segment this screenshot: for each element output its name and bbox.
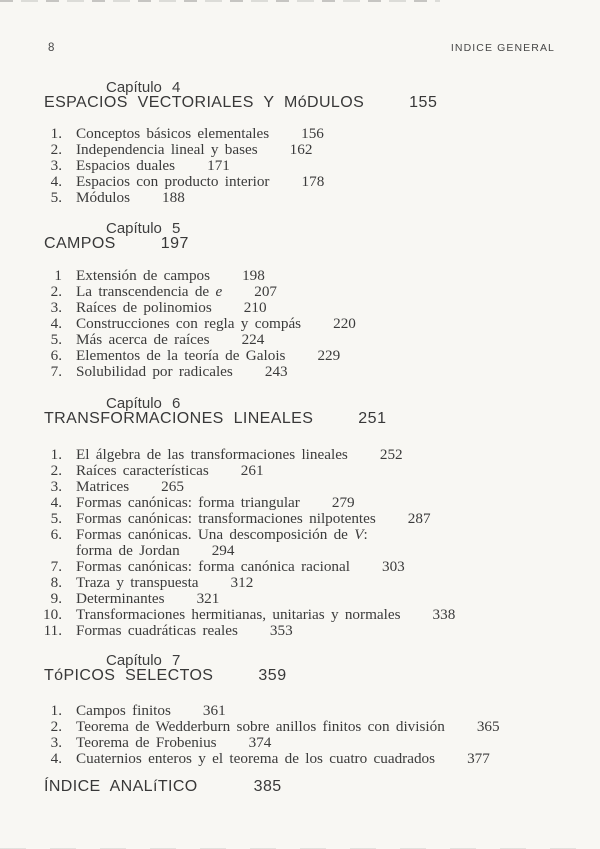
entry-title: Teorema de Wedderburn sobre anillos finitos con división [76, 718, 445, 735]
entry-title: Matrices [76, 478, 130, 495]
entry-number: 3. [50, 734, 62, 751]
entry-page: 188 [162, 189, 185, 206]
entry-title: Transformaciones hermitianas, unitarias y normales [76, 606, 401, 623]
entry-number: 5. [50, 189, 62, 206]
entry-page: 261 [240, 462, 264, 479]
entry-title: Elementos de la teoría de Galois [76, 347, 286, 364]
toc-entry [0, 447, 600, 463]
entry-title: Formas canónicas: transformaciones nilpotentes [76, 510, 376, 527]
chapter-5-items [0, 268, 600, 380]
toc-entry [0, 126, 600, 142]
entry-title: Construcciones con regla y compás [76, 315, 302, 332]
entry-number: 4. [50, 494, 62, 511]
entry-page: 178 [301, 173, 325, 190]
chapter-title-row [44, 95, 600, 110]
chapter-5-section [0, 222, 600, 380]
entry-page: 243 [264, 363, 288, 380]
analytic-index-row [44, 779, 282, 794]
scan-artifact-top [0, 0, 440, 2]
toc-entry [0, 463, 600, 479]
entry-title: Solubilidad por radicales [76, 363, 233, 380]
chapter-title-row [44, 668, 600, 683]
toc-entry [0, 142, 600, 158]
entry-number: 1. [50, 446, 62, 463]
entry-page: 361 [202, 702, 226, 719]
toc-entry [0, 316, 600, 332]
entry-number: 1 [54, 267, 62, 284]
entry-page: 279 [331, 494, 355, 511]
entry-number: 2. [50, 718, 62, 735]
entry-title: Determinantes [76, 590, 165, 607]
chapter-label: Capítulo 4 [106, 79, 181, 96]
toc-entry [0, 511, 600, 527]
entry-number: 7. [50, 558, 62, 575]
entry-page: 338 [432, 606, 456, 623]
chapter-page: 197 [160, 235, 189, 252]
entry-page: 220 [333, 315, 356, 332]
entry-page: 162 [289, 141, 313, 158]
entry-title: Módulos [76, 189, 131, 206]
toc-entry [0, 703, 600, 719]
entry-page: 303 [381, 558, 405, 575]
entry-title: El álgebra de las transformaciones lineales [76, 446, 348, 463]
toc-entry [0, 332, 600, 348]
toc-entry [0, 495, 600, 511]
entry-title: La transcendencia de e [76, 283, 223, 300]
entry-title: Espacios con producto interior [76, 173, 270, 190]
entry-title: Conceptos básicos elementales [76, 125, 270, 142]
entry-title: Cuaternios enteros y el teorema de los cuatro cuadrados [76, 750, 436, 767]
toc-entry [0, 735, 600, 751]
entry-page: 365 [476, 718, 500, 735]
entry-title: Formas canónicas: forma triangular [76, 494, 300, 511]
toc-entry [0, 190, 600, 206]
toc-entry [0, 719, 600, 735]
entry-title: Campos finitos [76, 702, 171, 719]
chapter-page: 155 [409, 94, 438, 111]
entry-page: 207 [254, 283, 278, 300]
entry-number: 3. [50, 478, 62, 495]
running-header: INDICE GENERAL [450, 42, 555, 54]
chapter-title-row [44, 411, 600, 426]
entry-number: 10. [43, 606, 62, 623]
chapter-title: ESPACIOS VECTORIALES Y MóDULOS [44, 94, 365, 111]
entry-title-wrap: forma de Jordan 294 [76, 542, 235, 559]
entry-title: Raíces de polinomios [76, 299, 212, 316]
entry-number: 1. [50, 702, 62, 719]
analytic-index-title: ÍNDICE ANALíTICO [44, 778, 198, 795]
entry-page: 377 [467, 750, 490, 767]
entry-number: 9. [50, 590, 62, 607]
entry-title: Más acerca de raíces [76, 331, 210, 348]
chapter-4-items [0, 126, 600, 206]
entry-page: 287 [407, 510, 431, 527]
entry-number: 4. [50, 173, 62, 190]
entry-page: 252 [379, 446, 403, 463]
entry-page: 224 [241, 331, 265, 348]
chapter-title: TóPICOS SELECTOS [44, 667, 214, 684]
entry-title: Formas cuadráticas reales [76, 622, 238, 639]
toc-entry [0, 348, 600, 364]
entry-page: 312 [230, 574, 254, 591]
entry-page: 229 [317, 347, 341, 364]
entry-page: 171 [207, 157, 230, 174]
chapter-label: Capítulo 5 [106, 220, 181, 237]
entry-number: 4. [50, 750, 62, 767]
entry-number: 3. [50, 157, 62, 174]
entry-number: 6. [50, 347, 62, 364]
entry-title: Formas canónicas: forma canónica racional [76, 558, 350, 575]
entry-page: 321 [196, 590, 220, 607]
italic-math-symbol: V [354, 526, 364, 543]
chapter-title: CAMPOS [44, 235, 116, 252]
toc-entry [0, 623, 600, 639]
entry-number: 2. [50, 462, 62, 479]
entry-page: 294 [211, 542, 235, 559]
entry-number: 11. [43, 622, 62, 639]
entry-title: Teorema de Frobenius [76, 734, 217, 751]
entry-number: 7. [50, 363, 62, 380]
entry-number: 3. [50, 299, 62, 316]
toc-entry [0, 174, 600, 190]
entry-number: 1. [50, 125, 62, 142]
chapter-label: Capítulo 7 [106, 652, 181, 669]
entry-page: 353 [269, 622, 293, 639]
entry-number: 5. [50, 331, 62, 348]
toc-entry [0, 527, 600, 559]
toc-entry [0, 300, 600, 316]
entry-page: 210 [243, 299, 267, 316]
entry-title: Extensión de campos [76, 267, 211, 284]
entry-title: Formas canónicas. Una descomposición de V: [76, 526, 368, 543]
chapter-7-items [0, 703, 600, 767]
entry-page: 374 [248, 734, 272, 751]
toc-entry [0, 158, 600, 174]
analytic-index-page: 385 [253, 778, 282, 795]
entry-title: Espacios duales [76, 157, 176, 174]
entry-number: 6. [50, 526, 62, 543]
page-header [48, 42, 555, 54]
toc-entry [0, 607, 600, 623]
entry-number: 8. [50, 574, 62, 591]
chapter-7-section [0, 654, 600, 767]
toc-entry [0, 284, 600, 300]
chapter-label: Capítulo 6 [106, 395, 181, 412]
toc-entry [0, 751, 600, 767]
chapter-title: TRANSFORMACIONES LINEALES [44, 410, 314, 427]
chapter-title-row [44, 236, 600, 251]
entry-number: 2. [50, 141, 62, 158]
toc-entry [0, 591, 600, 607]
toc-entry [0, 364, 600, 380]
entry-number: 5. [50, 510, 62, 527]
toc-entry [0, 559, 600, 575]
entry-number: 2. [50, 283, 62, 300]
entry-title: Raíces características [76, 462, 209, 479]
chapter-page: 251 [358, 410, 387, 427]
entry-title: Traza y transpuesta [76, 574, 199, 591]
entry-page: 156 [301, 125, 324, 142]
toc-entry [0, 575, 600, 591]
chapter-page: 359 [258, 667, 287, 684]
entry-number: 4. [50, 315, 62, 332]
toc-entry [0, 268, 600, 284]
chapter-6-section [0, 397, 600, 639]
chapter-4-section [0, 81, 600, 206]
entry-page: 198 [242, 267, 265, 284]
entry-title: Independencia lineal y bases [76, 141, 258, 158]
page-number: 8 [48, 42, 55, 54]
chapter-6-items [0, 447, 600, 639]
entry-page: 265 [161, 478, 184, 495]
toc-entry [0, 479, 600, 495]
italic-math-symbol: e [215, 283, 223, 300]
